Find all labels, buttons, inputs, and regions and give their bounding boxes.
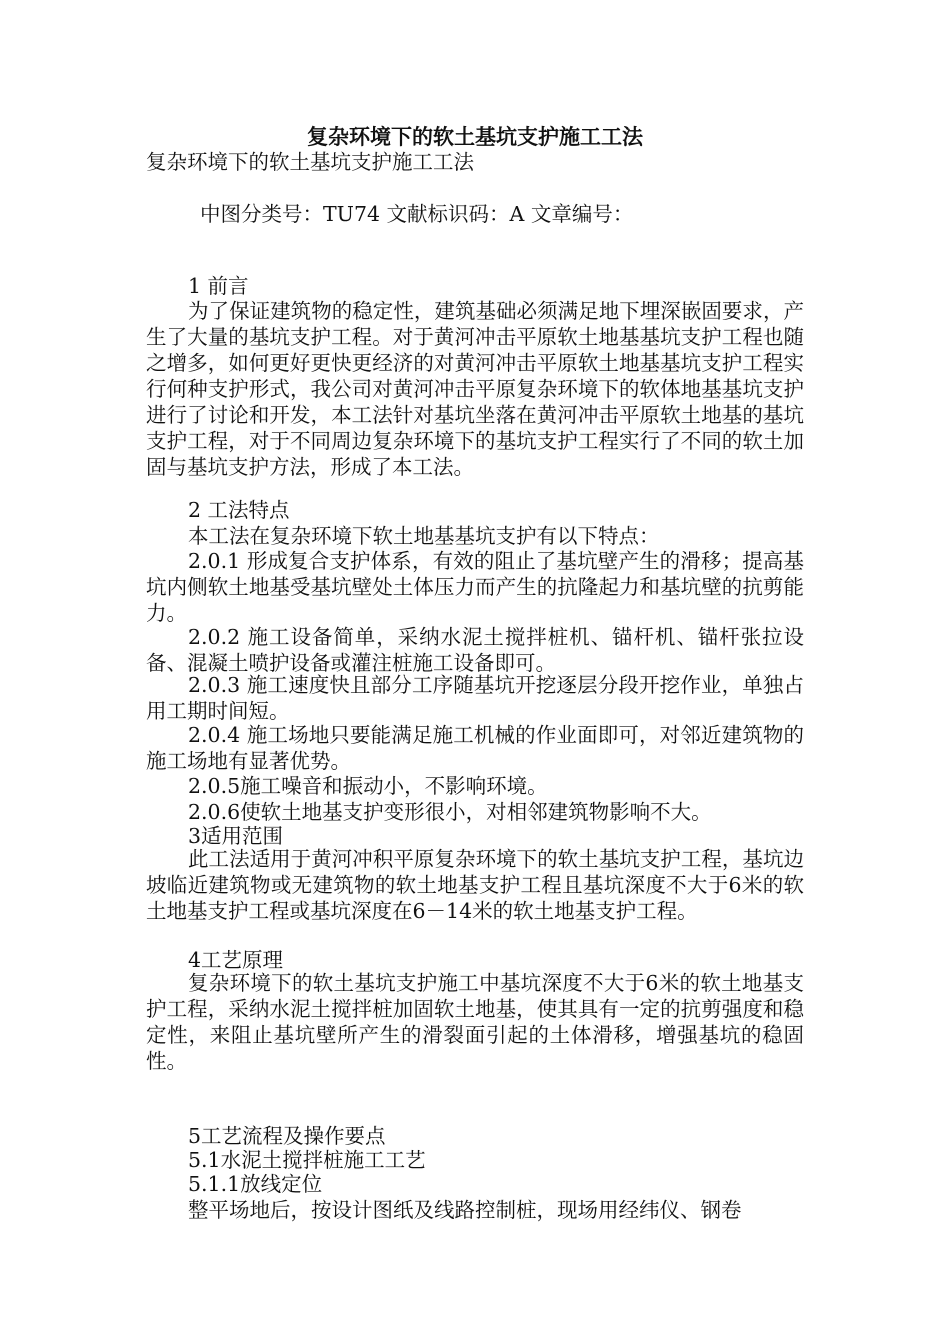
paragraph-scope: 此工法适用于黄河冲积平原复杂环境下的软土基坑支护工程，基坑边坡临近建筑物或无建筑物的软土地基支护工程且基坑深度不大于6米的软土地基支护工程或基坑深度在6－14米的软土地基支护工程。 bbox=[146, 847, 804, 923]
section-heading-1: 1 前言 bbox=[188, 274, 249, 298]
paragraph-feature-2-0-5: 2.0.5施工噪音和振动小，不影响环境。 bbox=[188, 774, 548, 798]
paragraph-principle: 复杂环境下的软土基坑支护施工中基坑深度不大于6米的软土地基支护工程，采纳水泥土搅拌桩加固软土地基，使其具有一定的抗剪强度和稳定性，来阻止基坑壁所产生的滑裂面引起的土体滑移，增强基坑的稳固性。 bbox=[146, 971, 804, 1073]
paragraph-features-intro: 本工法在复杂环境下软土地基基坑支护有以下特点： bbox=[188, 524, 660, 548]
paragraph-preface: 为了保证建筑物的稳定性，建筑基础必须满足地下埋深嵌固要求，产生了大量的基坑支护工程。对于黄河冲击平原软土地基基坑支护工程也随之增多，如何更好更快更经济的对黄河冲击平原软土地基基坑支护工程实行何种支护形式，我公司对黄河冲击平原复杂环境下的软体地基基坑支护进行了讨论和开发，本工法针对基坑坐落在黄河冲击平原软土地基的基坑支护工程，对于不同周边复杂环境下的基坑支护工程实行了不同的软土加固与基坑支护方法，形成了本工法。 bbox=[146, 299, 804, 479]
paragraph-feature-2-0-4: 2.0.4 施工场地只要能满足施工机械的作业面即可，对邻近建筑物的施工场地有显著优势。 bbox=[146, 723, 804, 773]
section-heading-2: 2 工法特点 bbox=[188, 498, 290, 522]
section-heading-3: 3适用范围 bbox=[188, 824, 284, 848]
paragraph-feature-2-0-1: 2.0.1 形成复合支护体系，有效的阻止了基坑壁产生的滑移；提高基坑内侧软土地基受基坑壁处土体压力而产生的抗隆起力和基坑壁的抗剪能力。 bbox=[146, 549, 804, 625]
section-heading-5: 5工艺流程及操作要点 bbox=[188, 1124, 386, 1148]
paragraph-layout-positioning: 整平场地后，按设计图纸及线路控制桩，现场用经纬仪、钢卷 bbox=[188, 1198, 742, 1222]
section-heading-5-1: 5.1水泥土搅拌桩施工工艺 bbox=[188, 1148, 426, 1172]
paragraph-feature-2-0-2: 2.0.2 施工设备简单，采纳水泥土搅拌桩机、锚杆机、锚杆张拉设备、混凝土喷护设备或灌注桩施工设备即可。 bbox=[146, 625, 804, 675]
section-heading-4: 4工艺原理 bbox=[188, 948, 284, 972]
paragraph-feature-2-0-3: 2.0.3 施工速度快且部分工序随基坑开挖逐层分段开挖作业，单独占用工期时间短。 bbox=[146, 673, 804, 723]
document-subtitle: 复杂环境下的软土基坑支护施工工法 bbox=[146, 150, 474, 174]
paragraph-feature-2-0-6: 2.0.6使软土地基支护变形很小，对相邻建筑物影响不大。 bbox=[188, 800, 712, 824]
classification-line: 中图分类号：TU74 文献标识码：A 文章编号： bbox=[200, 202, 634, 226]
section-heading-5-1-1: 5.1.1放线定位 bbox=[188, 1172, 323, 1196]
document-title: 复杂环境下的软土基坑支护施工工法 bbox=[307, 124, 643, 149]
